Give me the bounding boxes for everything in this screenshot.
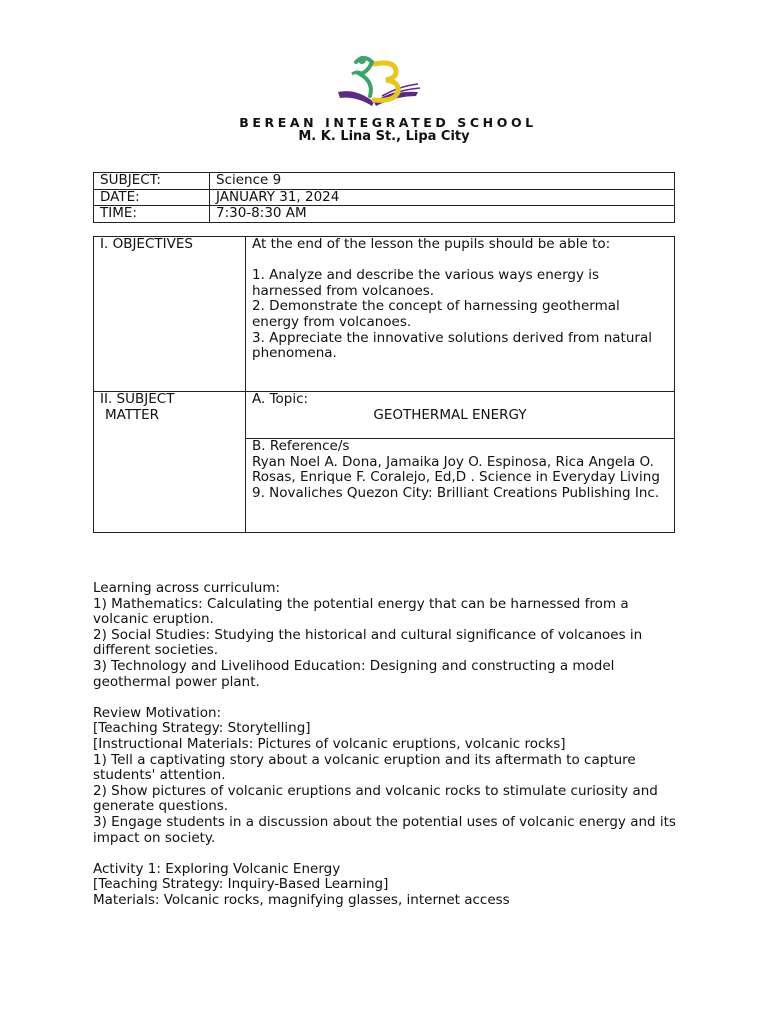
reference-label: B. Reference/s <box>252 438 350 454</box>
list-item: 3) Technology and Livelihood Education: Designing and constructing a model geothermal power plant. <box>93 657 615 690</box>
topic-cell <box>246 392 675 439</box>
school-logo <box>334 52 424 110</box>
section-heading: Activity 1: Exploring Volcanic Energy <box>93 860 341 877</box>
teaching-strategy: [Teaching Strategy: Storytelling] <box>93 720 311 737</box>
table-row <box>94 392 675 439</box>
objectives-label: I. OBJECTIVES <box>94 237 246 392</box>
info-value: Science 9 <box>210 173 675 190</box>
activity-materials: Materials: Volcanic rocks, magnifying glasses, internet access <box>93 891 510 908</box>
lesson-body <box>93 581 683 924</box>
reference-text: Ryan Noel A. Dona, Jamaika Joy O. Espinosa, Rica Angela O. Rosas, Enrique F. Coralejo, Ed,D . Science in Everyday Living 9. Novaliches Quezon City: Brilliant Creations Publishing Inc. <box>252 453 660 501</box>
review-motivation-section <box>93 706 683 846</box>
subject-matter-label: II. SUBJECT MATTER <box>94 392 246 533</box>
section-heading: Learning across curriculum: <box>93 580 281 596</box>
school-address: M. K. Lina St., Lipa City <box>298 129 470 144</box>
list-item: 2) Social Studies: Studying the historical and cultural significance of volcanoes in different societies. <box>93 626 643 659</box>
objectives-intro: At the end of the lesson the pupils should be able to: <box>252 236 611 252</box>
table-row <box>94 206 675 223</box>
table-row <box>94 173 675 190</box>
table-row <box>94 237 675 392</box>
lesson-table <box>93 236 675 533</box>
list-item: 1) Mathematics: Calculating the potential energy that can be harnessed from a volcanic eruption. <box>93 595 629 628</box>
reference-cell <box>246 439 675 533</box>
objective-item: 2. Demonstrate the concept of harnessing geothermal energy from volcanoes. <box>252 298 620 330</box>
topic-title: GEOTHERMAL ENERGY <box>373 406 527 423</box>
school-name: BEREAN INTEGRATED SCHOOL <box>239 115 537 130</box>
objective-item: 1. Analyze and describe the various ways energy is harnessed from volcanoes. <box>252 267 600 299</box>
info-key: TIME: <box>94 206 210 223</box>
section-heading: Review Motivation: <box>93 704 222 721</box>
info-table <box>93 172 675 223</box>
instructional-materials: [Instructional Materials: Pictures of volcanic eruptions, volcanic rocks] <box>93 735 566 752</box>
info-key: DATE: <box>94 189 210 206</box>
topic-label: A. Topic: <box>252 391 309 407</box>
learning-across-section <box>93 581 683 690</box>
list-item: 2) Show pictures of volcanic eruptions and volcanic rocks to stimulate curiosity and generate questions. <box>93 782 658 815</box>
objective-item: 3. Appreciate the innovative solutions derived from natural phenomena. <box>252 329 652 362</box>
list-item: 3) Engage students in a discussion about the potential uses of volcanic energy and its impact on society. <box>93 813 676 846</box>
info-value: 7:30-8:30 AM <box>210 206 675 223</box>
info-value: JANUARY 31, 2024 <box>210 189 675 206</box>
table-row <box>94 189 675 206</box>
list-item: 1) Tell a captivating story about a volcanic eruption and its aftermath to capture students' attention. <box>93 751 636 784</box>
info-key: SUBJECT: <box>94 173 210 190</box>
activity-1-section <box>93 862 683 909</box>
teaching-strategy: [Teaching Strategy: Inquiry-Based Learning] <box>93 876 389 893</box>
objectives-cell <box>246 237 675 392</box>
